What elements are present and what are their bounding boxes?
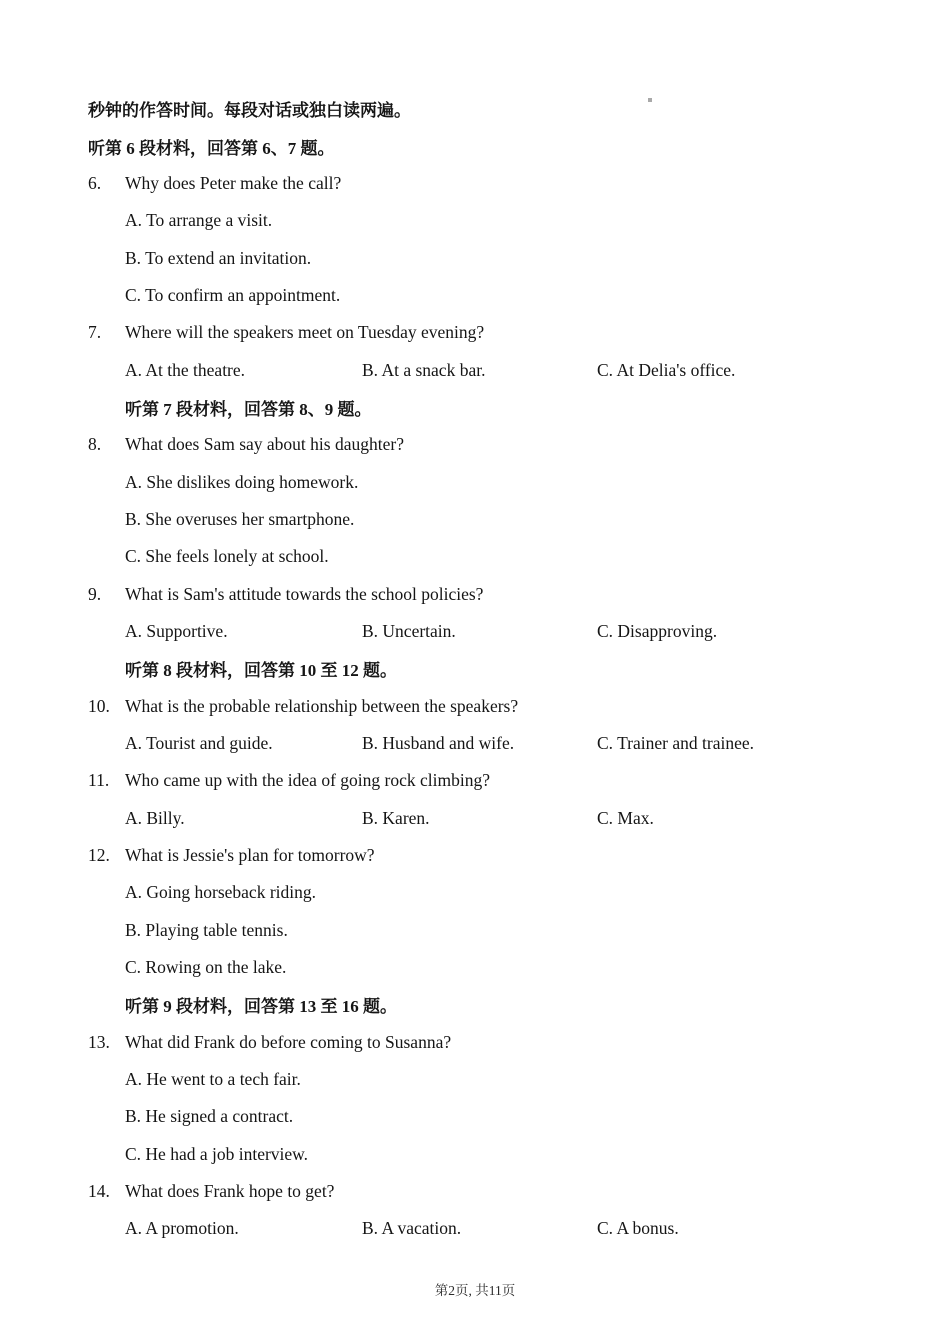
question-row: [88, 837, 888, 874]
question-text: What is Sam's attitude towards the school policies?: [125, 583, 484, 604]
question-number: 7.: [88, 322, 102, 343]
option-row: [88, 1136, 888, 1173]
option-item: A. Supportive.: [125, 620, 228, 641]
option-row: [88, 239, 888, 276]
option-item: C. Rowing on the lake.: [125, 957, 287, 978]
option-row: [88, 501, 888, 538]
option-item: B. She overuses her smartphone.: [125, 508, 355, 529]
option-row: [88, 463, 888, 500]
question-row: [88, 688, 888, 725]
question-text: What is the probable relationship between the speakers?: [125, 695, 519, 716]
question-number: 8.: [88, 434, 102, 455]
option-item: C. A bonus.: [597, 1218, 679, 1239]
question-row: [88, 762, 888, 799]
question-row: [88, 575, 888, 612]
option-row: [88, 613, 888, 650]
option-row: [88, 800, 888, 837]
option-item: B. Husband and wife.: [362, 733, 515, 754]
question-text: What does Frank hope to get?: [125, 1181, 335, 1202]
question-number: 10.: [88, 695, 110, 716]
option-item: A. Going horseback riding.: [125, 882, 317, 903]
option-item: C. Trainer and trainee.: [597, 733, 754, 754]
option-row: [88, 1061, 888, 1098]
option-item: C. He had a job interview.: [125, 1143, 309, 1164]
section-header: 听第 8 段材料，回答第 10 至 12 题。: [125, 661, 397, 681]
option-item: C. She feels lonely at school.: [125, 546, 329, 567]
option-item: C. Max.: [597, 807, 654, 828]
option-item: A. Tourist and guide.: [125, 733, 273, 754]
question-row: [88, 1173, 888, 1210]
option-item: B. To extend an invitation.: [125, 247, 312, 268]
option-item: A. At the theatre.: [125, 359, 246, 380]
option-item: A. She dislikes doing homework.: [125, 471, 359, 492]
question-text: Where will the speakers meet on Tuesday evening?: [125, 322, 485, 343]
option-row: [88, 874, 888, 911]
section-header: 听第 9 段材料，回答第 13 至 16 题。: [125, 997, 397, 1017]
page-content: [88, 90, 888, 1248]
question-row: [88, 165, 888, 202]
option-item: C. At Delia's office.: [597, 359, 736, 380]
option-row: [88, 202, 888, 239]
question-text: What is Jessie's plan for tomorrow?: [125, 845, 375, 866]
option-item: C. To confirm an appointment.: [125, 284, 341, 305]
option-row: [88, 277, 888, 314]
option-row: [88, 949, 888, 986]
section-header: 听第 7 段材料，回答第 8、9 题。: [125, 399, 372, 419]
section-header-row: [88, 650, 888, 687]
question-text: Who came up with the idea of going rock climbing?: [125, 770, 490, 791]
option-row: [88, 1210, 888, 1247]
question-number: 6.: [88, 172, 102, 193]
question-row: [88, 1024, 888, 1061]
option-item: A. To arrange a visit.: [125, 210, 273, 231]
option-item: B. Uncertain.: [362, 620, 456, 641]
question-number: 13.: [88, 1031, 110, 1052]
question-text: What does Sam say about his daughter?: [125, 434, 404, 455]
option-item: B. Playing table tennis.: [125, 919, 288, 940]
option-row: [88, 912, 888, 949]
option-row: [88, 538, 888, 575]
question-number: 12.: [88, 845, 110, 866]
section-header: 听第 6 段材料，回答第 6、7 题。: [88, 138, 335, 158]
page-number: 第2页, 共11页: [434, 1283, 516, 1298]
question-number: 9.: [88, 583, 102, 604]
option-item: B. He signed a contract.: [125, 1106, 294, 1127]
option-row: [88, 351, 888, 388]
section-header-row: [88, 986, 888, 1023]
question-row: [88, 426, 888, 463]
option-item: C. Disapproving.: [597, 620, 718, 641]
instruction-text: 秒钟的作答时间。每段对话或独白读两遍。: [88, 101, 411, 121]
page-footer: [0, 1279, 950, 1299]
option-row: [88, 1098, 888, 1135]
option-item: A. He went to a tech fair.: [125, 1069, 301, 1090]
option-item: A. A promotion.: [125, 1218, 239, 1239]
option-item: B. At a snack bar.: [362, 359, 486, 380]
question-number: 11.: [88, 770, 110, 791]
option-item: A. Billy.: [125, 807, 185, 828]
question-text: Why does Peter make the call?: [125, 172, 342, 193]
question-number: 14.: [88, 1181, 110, 1202]
option-item: B. A vacation.: [362, 1218, 462, 1239]
section-header-row: [88, 127, 888, 164]
section-header-row: [88, 389, 888, 426]
question-text: What did Frank do before coming to Susanna?: [125, 1031, 452, 1052]
option-item: B. Karen.: [362, 807, 430, 828]
option-row: [88, 725, 888, 762]
instruction-text-row: [88, 90, 888, 127]
question-row: [88, 314, 888, 351]
